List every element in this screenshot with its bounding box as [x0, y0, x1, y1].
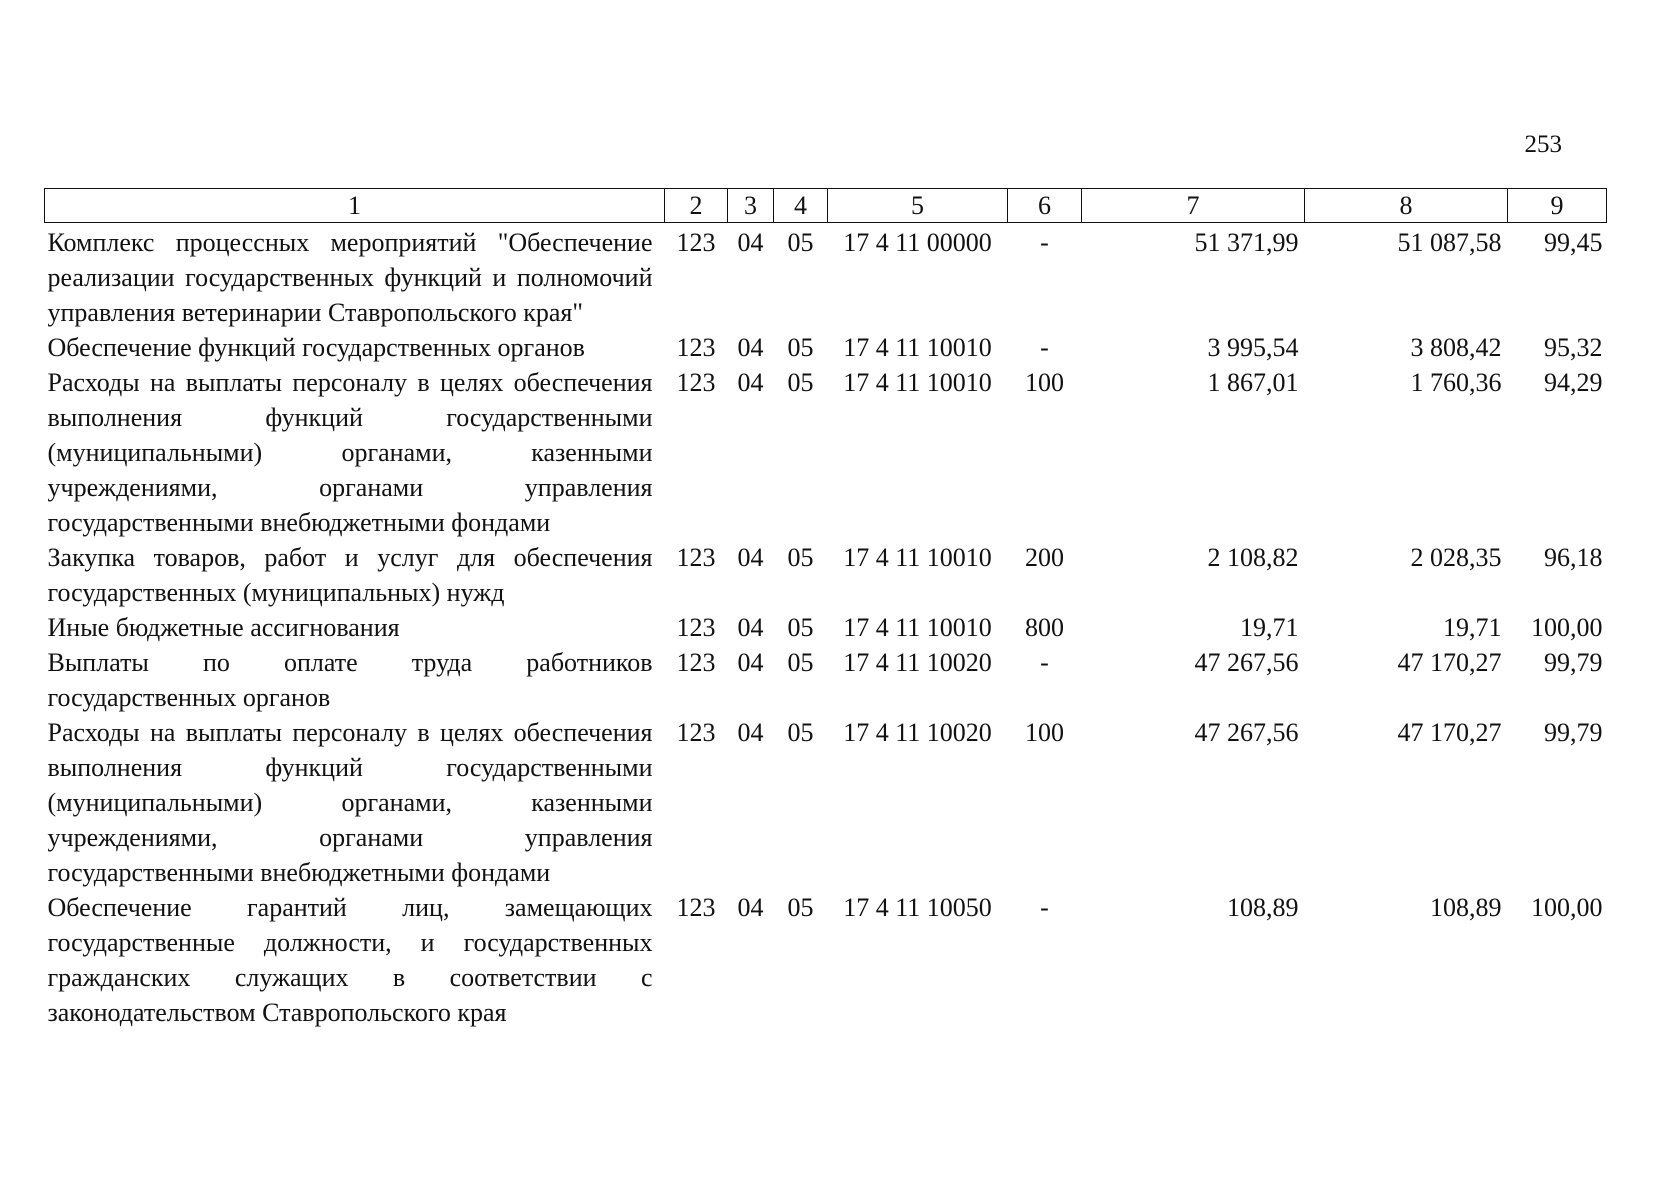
cell-c8: 3 808,42 [1410, 333, 1502, 362]
cell-c7: 1 867,01 [1207, 368, 1299, 397]
cell-c3: 04 [737, 648, 764, 677]
row-description: Выплаты по оплате труда работников государственных органов [47, 648, 653, 712]
cell-c2: 123 [676, 368, 716, 397]
cell-c8: 108,89 [1430, 893, 1502, 922]
cell-c6: - [1040, 333, 1049, 362]
cell-c5: 17 4 11 10010 [843, 333, 992, 362]
cell-c8: 47 170,27 [1397, 718, 1502, 747]
cell-c9: 100,00 [1531, 613, 1603, 642]
table-row [45, 645, 1607, 715]
table-row [45, 223, 1607, 331]
cell-c5: 17 4 11 00000 [843, 228, 992, 257]
page-number: 253 [1524, 131, 1562, 158]
cell-c8: 19,71 [1443, 613, 1502, 642]
cell-c4: 05 [787, 228, 814, 257]
cell-c3: 04 [737, 543, 764, 572]
cell-c5: 17 4 11 10010 [843, 368, 992, 397]
cell-c3: 04 [737, 718, 764, 747]
cell-c2: 123 [676, 543, 716, 572]
column-header: 2 [665, 189, 728, 223]
cell-c6: - [1040, 893, 1049, 922]
row-description: Расходы на выплаты персоналу в целях обеспечения выполнения функций государственными (муниципальными) органами, казенными учреждениями, органами управления государственными внебюджетными фондами [47, 718, 653, 887]
table-row [45, 890, 1607, 1030]
table-row [45, 365, 1607, 540]
column-header: 7 [1082, 189, 1305, 223]
cell-c2: 123 [676, 333, 716, 362]
cell-c2: 123 [676, 648, 716, 677]
cell-c9: 99,79 [1544, 648, 1603, 677]
cell-c3: 04 [737, 613, 764, 642]
header-row [45, 189, 1607, 223]
cell-c7: 108,89 [1227, 893, 1299, 922]
table-row [45, 330, 1607, 365]
row-description: Обеспечение гарантий лиц, замещающих государственные должности, и государственных гражданских служащих в соответствии с законодательством Ставропольского края [47, 893, 653, 1027]
cell-c7: 19,71 [1240, 613, 1299, 642]
cell-c7: 47 267,56 [1194, 648, 1299, 677]
cell-c6: 100 [1025, 368, 1064, 397]
cell-c5: 17 4 11 10050 [843, 893, 992, 922]
cell-c2: 123 [676, 228, 716, 257]
cell-c3: 04 [737, 368, 764, 397]
row-description: Расходы на выплаты персоналу в целях обеспечения выполнения функций государственными (муниципальными) органами, казенными учреждениями, органами управления государственными внебюджетными фондами [47, 368, 653, 537]
cell-c9: 95,32 [1544, 333, 1603, 362]
column-header: 9 [1508, 189, 1607, 223]
cell-c6: - [1040, 228, 1049, 257]
table-row [45, 540, 1607, 610]
cell-c6: 800 [1025, 613, 1064, 642]
cell-c5: 17 4 11 10010 [843, 543, 992, 572]
cell-c6: 100 [1025, 718, 1064, 747]
cell-c9: 100,00 [1531, 893, 1603, 922]
column-header: 6 [1008, 189, 1082, 223]
cell-c7: 47 267,56 [1194, 718, 1299, 747]
cell-c9: 94,29 [1544, 368, 1603, 397]
cell-c9: 96,18 [1544, 543, 1603, 572]
cell-c5: 17 4 11 10010 [843, 613, 992, 642]
cell-c4: 05 [787, 368, 814, 397]
cell-c4: 05 [787, 893, 814, 922]
column-header: 4 [774, 189, 828, 223]
column-header: 3 [728, 189, 774, 223]
cell-c8: 1 760,36 [1410, 368, 1502, 397]
cell-c7: 3 995,54 [1207, 333, 1299, 362]
cell-c4: 05 [787, 543, 814, 572]
cell-c8: 47 170,27 [1397, 648, 1502, 677]
row-description: Обеспечение функций государственных органов [47, 333, 585, 362]
cell-c7: 2 108,82 [1207, 543, 1299, 572]
column-header: 5 [828, 189, 1008, 223]
table-row [45, 610, 1607, 645]
row-description: Закупка товаров, работ и услуг для обеспечения государственных (муниципальных) нужд [47, 543, 653, 607]
cell-c7: 51 371,99 [1194, 228, 1299, 257]
table-row [45, 715, 1607, 890]
cell-c9: 99,79 [1544, 718, 1603, 747]
cell-c8: 51 087,58 [1397, 228, 1502, 257]
cell-c2: 123 [676, 613, 716, 642]
row-description: Комплекс процессных мероприятий "Обеспечение реализации государственных функций и полномочий управления ветеринарии Ставропольского края" [47, 228, 653, 327]
cell-c2: 123 [676, 893, 716, 922]
cell-c3: 04 [737, 228, 764, 257]
row-description: Иные бюджетные ассигнования [47, 613, 400, 642]
cell-c4: 05 [787, 718, 814, 747]
column-header: 1 [45, 189, 665, 223]
cell-c4: 05 [787, 613, 814, 642]
cell-c6: 200 [1025, 543, 1064, 572]
cell-c8: 2 028,35 [1410, 543, 1502, 572]
cell-c9: 99,45 [1544, 228, 1603, 257]
cell-c5: 17 4 11 10020 [843, 718, 992, 747]
budget-table [44, 188, 1607, 1030]
column-header: 8 [1305, 189, 1508, 223]
cell-c4: 05 [787, 648, 814, 677]
cell-c4: 05 [787, 333, 814, 362]
cell-c3: 04 [737, 333, 764, 362]
cell-c6: - [1040, 648, 1049, 677]
cell-c2: 123 [676, 718, 716, 747]
cell-c3: 04 [737, 893, 764, 922]
cell-c5: 17 4 11 10020 [843, 648, 992, 677]
